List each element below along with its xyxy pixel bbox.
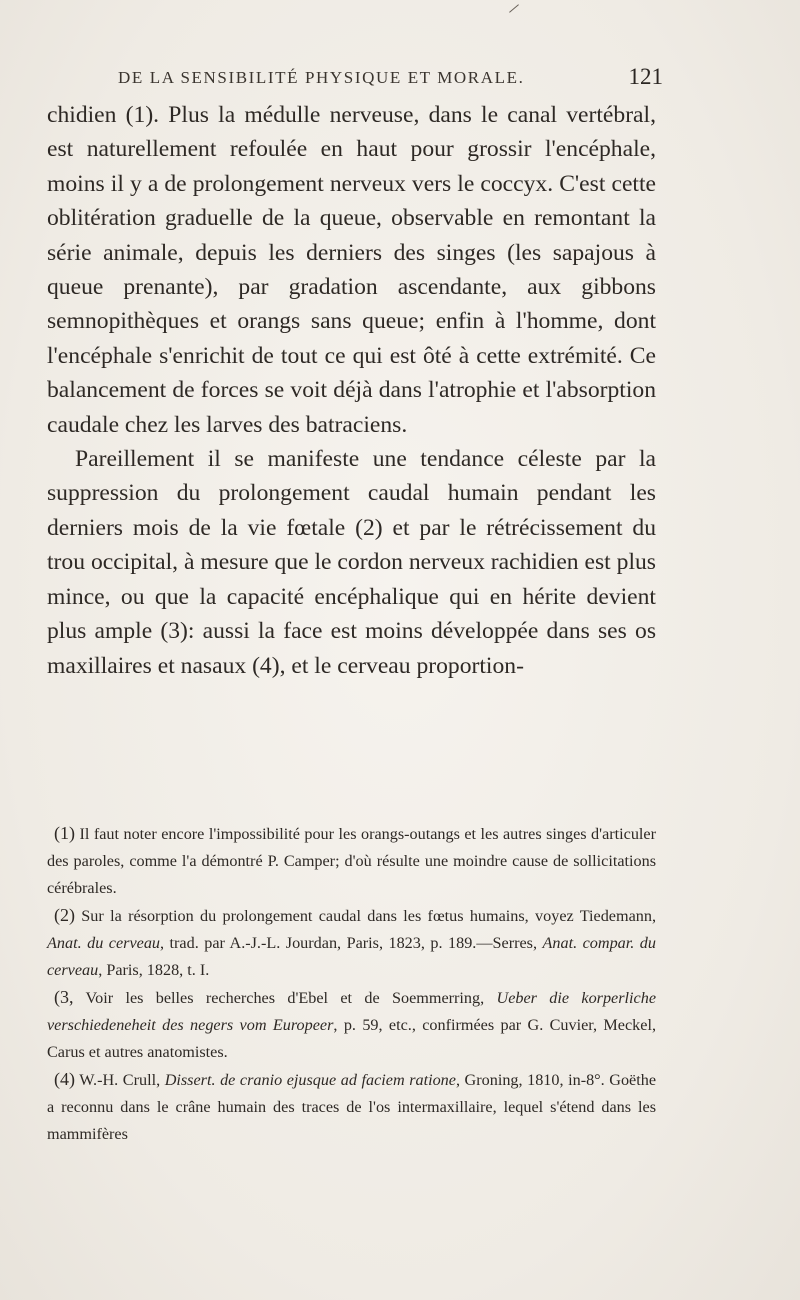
- footnote-title: Dissert. de cranio ejusque ad faciem ratione: [164, 1071, 456, 1089]
- footnote: [47, 820, 656, 902]
- footnote-text: Voir les belles recherches d'Ebel et de Soemmerring,: [73, 989, 497, 1007]
- footnotes: [47, 820, 656, 1148]
- footnote-number: (2): [54, 905, 75, 925]
- footnote-number: (1): [54, 823, 75, 843]
- footnote-title: Anat. compar. du cerveau: [47, 934, 656, 979]
- footnote-title: Anat. du cerveau: [47, 934, 161, 952]
- footnote-text: Il faut noter encore l'impossibilité pour les orangs-outangs et les autres singes d'articuler des paroles, comme l'a démontré P. Camper; d'où résulte une moindre cause de sollicitations cérébrales.: [47, 825, 656, 897]
- footnote-title: Ueber die korperliche verschiedeneheit des negers vom Europeer: [47, 989, 657, 1034]
- footnote-number: (3,: [54, 987, 74, 1007]
- footnote: [47, 984, 656, 1066]
- footnote-text: , p. 59, etc., confirmées par G. Cuvier, Meckel, Carus et autres anatomistes.: [47, 1016, 656, 1061]
- paragraph: Pareillement il se manifeste une tendance céleste par la suppression du prolongement caudal humain pendant les derniers mois de la vie fœtale (2) et par le rétrécissement du trou occipital, à mesure que le cordon nerveux rachidien est plus mince, ou que la capacité encéphalique qui en hérite devient plus ample (3): aussi la face est moins développée dans ses os maxillaires et nasaux (4), et le cerveau proportion-: [47, 446, 656, 679]
- footnote: [47, 902, 656, 984]
- footnote-text: , trad. par A.-J.-L. Jourdan, Paris, 1823, p. 189.—Serres,: [160, 934, 543, 952]
- page-number: 121: [628, 64, 663, 89]
- footnote-text: , Groning, 1810, in-8°. Goëthe a reconnu dans le crâne humain des traces de l'os intermaxillaire, lequel s'étend dans les mammifères: [47, 1071, 657, 1143]
- paragraph: chidien (1). Plus la médulle nerveuse, dans le canal vertébral, est naturellement refoulée en haut pour grossir l'encéphale, moins il y a de prolongement nerveux vers le coccyx. C'est cette oblitération graduelle de la queue, observable en remontant la série animale, depuis les derniers des singes (les sapajous à queue prenante), par gradation ascendante, aux gibbons semnopithèques et orangs sans queue; enfin à l'homme, dont l'encéphale s'enrichit de tout ce qui est ôté à cette extrémité. Ce balancement de forces se voit déjà dans l'atrophie et l'absorption caudale chez les larves des batraciens.: [47, 102, 656, 438]
- footnote-text: W.-H. Crull,: [75, 1071, 165, 1089]
- page-header: [108, 64, 663, 94]
- footnote-text: , Paris, 1828, t. I.: [98, 961, 210, 979]
- footnote: [47, 1066, 656, 1148]
- main-text: [47, 98, 656, 683]
- footnote-number: (4): [54, 1069, 75, 1089]
- running-head: DE LA SENSIBILITÉ PHYSIQUE ET MORALE.: [118, 68, 525, 87]
- ink-mark: [509, 4, 519, 12]
- footnote-text: Sur la résorption du prolongement caudal dans les fœtus humains, voyez Tiedemann,: [75, 907, 656, 925]
